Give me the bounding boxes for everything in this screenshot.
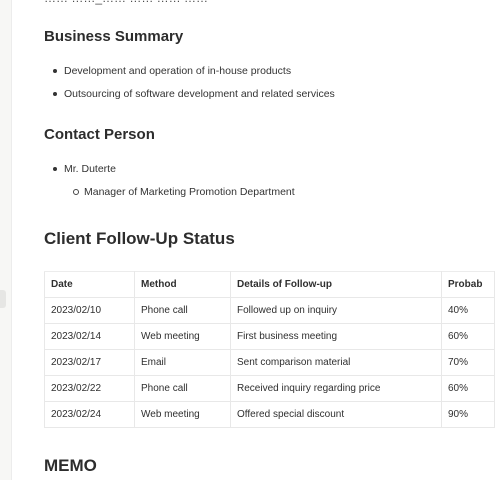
list-item: Development and operation of in-house products	[44, 64, 335, 87]
cell-method: Web meeting	[135, 402, 231, 428]
cell-details: Received inquiry regarding price	[231, 376, 442, 402]
cell-probability: 60%	[442, 376, 495, 402]
cell-details: Sent comparison material	[231, 350, 442, 376]
cell-date: 2023/02/10	[45, 298, 135, 324]
cell-date: 2023/02/17	[45, 350, 135, 376]
column-header-details: Details of Follow-up	[231, 272, 442, 298]
cell-method: Phone call	[135, 298, 231, 324]
column-header-date: Date	[45, 272, 135, 298]
cell-method: Email	[135, 350, 231, 376]
cell-method: Web meeting	[135, 324, 231, 350]
contact-role: Manager of Marketing Promotion Department	[44, 185, 295, 208]
cell-probability: 40%	[442, 298, 495, 324]
cell-probability: 70%	[442, 350, 495, 376]
business-summary-list	[44, 64, 335, 109]
table-row	[45, 324, 495, 350]
business-summary-heading: Business Summary	[44, 28, 184, 45]
document-page	[44, 0, 483, 480]
column-header-method: Method	[135, 272, 231, 298]
follow-up-table-container	[44, 271, 494, 428]
clipped-text-line	[44, 0, 208, 5]
cell-probability: 60%	[442, 324, 495, 350]
cell-date: 2023/02/22	[45, 376, 135, 402]
contact-name: Mr. Duterte	[44, 162, 295, 185]
contact-person-list	[44, 162, 295, 207]
cell-details: Offered special discount	[231, 402, 442, 428]
follow-up-heading: Client Follow-Up Status	[44, 229, 235, 248]
table-header-row	[45, 272, 495, 298]
cell-method: Phone call	[135, 376, 231, 402]
cell-details: First business meeting	[231, 324, 442, 350]
sidebar-handle[interactable]	[0, 290, 6, 308]
follow-up-table	[44, 271, 495, 428]
memo-heading: MEMO	[44, 456, 97, 475]
cell-probability: 90%	[442, 402, 495, 428]
table-row	[45, 376, 495, 402]
cell-date: 2023/02/24	[45, 402, 135, 428]
left-sidebar-edge	[0, 0, 12, 480]
cell-date: 2023/02/14	[45, 324, 135, 350]
cell-details: Followed up on inquiry	[231, 298, 442, 324]
list-item: Outsourcing of software development and related services	[44, 87, 335, 110]
table-row	[45, 350, 495, 376]
table-row	[45, 298, 495, 324]
table-row	[45, 402, 495, 428]
contact-person-heading: Contact Person	[44, 126, 155, 143]
column-header-probability: Probab	[442, 272, 495, 298]
